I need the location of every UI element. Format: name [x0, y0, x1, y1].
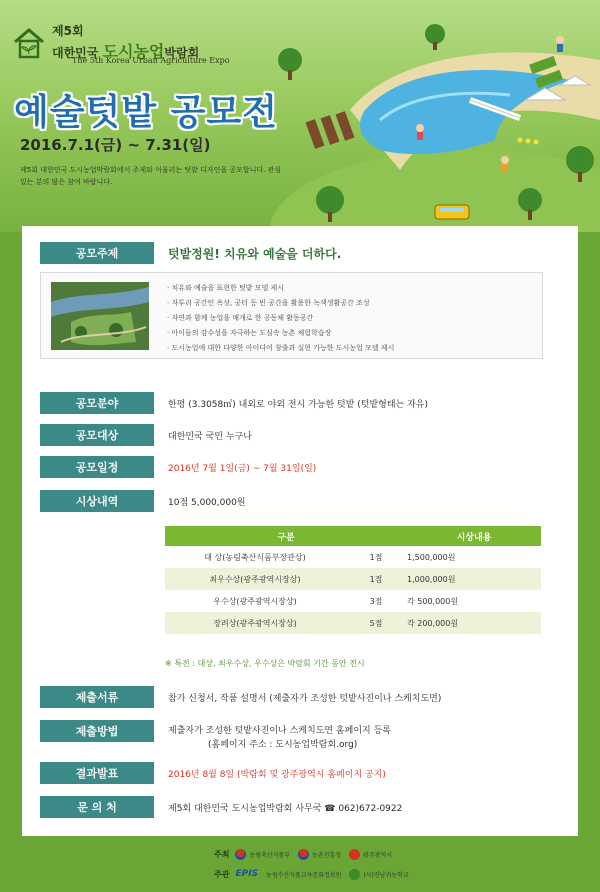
taegeuk-emblem-icon — [298, 849, 309, 860]
footer-sponsors — [0, 840, 600, 892]
awards-row — [40, 490, 246, 512]
host-org-ministry[interactable]: 농림축산식품부 — [235, 849, 290, 860]
target-value: 대한민국 국민 누구나 — [168, 431, 252, 442]
homepage-address[interactable]: (홈페이지 주소 : 도시농업박람회.org) — [208, 740, 358, 750]
expo-logo[interactable] — [12, 22, 232, 72]
page-title: 예술텃밭 공모전 — [14, 92, 278, 133]
submission-docs-row — [40, 686, 441, 708]
gwangju-logo-icon — [349, 849, 360, 860]
field-value: 한평 (3.3058㎡) 내외로 야외 전시 가능한 텃밭 (텃밭형태는 자유) — [168, 399, 428, 410]
organizer-label: 주관 — [214, 869, 230, 879]
theme-detail-list — [167, 281, 394, 356]
farm-school-logo-icon — [349, 869, 360, 880]
host-row — [214, 846, 400, 862]
award-note: ※ 특전 : 대상, 최우수상, 우수상은 박람회 기간 동안 전시 — [165, 659, 365, 668]
award-table — [165, 526, 541, 634]
award-amount: 1,500,000원 — [407, 552, 456, 562]
contact-label: 문 의 처 — [40, 796, 154, 818]
intro-text: 제5회 대한민국 도시농업박람회에서 주제와 어울리는 텃밭 디자인을 공모합니다. 관심 있는 분의 많은 참여 바랍니다. — [20, 166, 282, 186]
award-count: 5점 — [369, 618, 383, 628]
theme-row — [40, 242, 341, 264]
target-row — [40, 424, 252, 446]
award-header-name: 구분 — [277, 532, 295, 543]
theme-detail-box — [40, 272, 543, 359]
host-label: 주최 — [214, 849, 230, 859]
submission-docs-label: 제출서류 — [40, 686, 154, 708]
award-name: 우수상(광주광역시장상) — [213, 596, 297, 606]
logo-edition: 제5회 — [52, 24, 84, 38]
contact-value: 제5회 대한민국 도시농업박람회 사무국 ☎ 062)672-0922 — [168, 803, 403, 814]
theme-detail-item: · 아이들의 감수성을 자극하는 도심속 농촌 체험학습장 — [167, 329, 332, 337]
field-row — [40, 392, 428, 414]
header-banner — [0, 0, 600, 232]
award-count: 1점 — [369, 574, 383, 584]
field-label: 공모분야 — [40, 392, 154, 414]
award-count: 1점 — [369, 552, 383, 562]
award-header-prize: 시상내용 — [456, 532, 492, 543]
host-org-rda[interactable]: 농촌진흥청 — [298, 849, 341, 860]
theme-detail-item: · 치유와 예술을 표현한 텃밭 모델 제시 — [167, 284, 285, 292]
contest-info-card — [22, 226, 578, 836]
award-name: 대 상(농림축산식품부장관상) — [204, 552, 306, 562]
park-aerial-photo — [51, 282, 149, 350]
award-row — [165, 546, 541, 568]
submission-method-value — [168, 724, 391, 752]
schedule-row — [40, 456, 316, 478]
submission-method-text: 제출자가 조성한 텃밭사진이나 스케치도면 홈페이지 등록 — [168, 726, 391, 736]
award-table-header — [165, 526, 541, 546]
announcement-label: 결과발표 — [40, 762, 154, 784]
theme-value: 텃밭정원! 치유와 예술을 더하다. — [168, 246, 342, 261]
award-row — [165, 612, 541, 634]
award-amount: 각 200,000원 — [407, 618, 459, 628]
theme-detail-item: · 자투리 공간인 옥상, 공터 등 빈 공간을 활용한 녹색생활공간 조성 — [167, 299, 370, 307]
announcement-value: 2016년 8월 8일 (박람회 및 광주광역시 홈페이지 공지) — [168, 769, 386, 780]
theme-detail-item: · 도시농업에 대한 다양한 아이디어 창출과 실현 가능한 도시농업 모델 제시 — [167, 344, 395, 352]
submission-method-row — [40, 720, 391, 750]
house-sprout-icon — [12, 26, 46, 60]
submission-docs-value: 참가 신청서, 작품 설명서 (제출자가 조성한 텃밭사진이나 스케치도면) — [168, 693, 442, 704]
logo-suffix: 박람회 — [164, 46, 200, 60]
award-name: 최우수상(광주광역시장상) — [209, 574, 301, 584]
organizer-row — [214, 866, 417, 882]
taegeuk-emblem-icon — [235, 849, 246, 860]
announcement-row — [40, 762, 386, 784]
contact-row — [40, 796, 402, 818]
schedule-value: 2016년 7월 1일(금) ~ 7월 31일(일) — [168, 463, 317, 474]
award-amount: 각 500,000원 — [407, 596, 459, 606]
logo-expo-name: 도시농업 — [102, 42, 165, 61]
organizer-org-epis-full[interactable]: 농림수산식품교육문화정보원 — [266, 871, 342, 879]
schedule-label: 공모일정 — [40, 456, 154, 478]
award-amount: 1,000,000원 — [407, 574, 456, 584]
award-row — [165, 590, 541, 612]
award-name: 장려상(광주광역시장상) — [213, 618, 297, 628]
awards-value: 10점 5,000,000원 — [168, 497, 246, 508]
organizer-org-epis[interactable]: EPIS — [235, 869, 259, 879]
organizer-org-farm-school[interactable]: (사)전남귀농학교 — [349, 869, 408, 880]
award-row — [165, 568, 541, 590]
award-count: 3점 — [369, 596, 383, 606]
host-org-gwangju[interactable]: 광주광역시 — [349, 849, 392, 860]
contest-dates: 2016.7.1(금) ~ 7.31(일) — [20, 136, 211, 154]
theme-detail-item: · 자연과 함께 농업을 매개로 한 공동체 활동공간 — [167, 314, 314, 322]
awards-label: 시상내역 — [40, 490, 154, 512]
garden-park-illustration — [270, 0, 600, 232]
target-label: 공모대상 — [40, 424, 154, 446]
submission-method-label: 제출방법 — [40, 720, 154, 742]
theme-label: 공모주제 — [40, 242, 154, 264]
logo-country: 대한민국 — [52, 46, 99, 60]
logo-english: The 5th Korea Urban Agriculture Expo — [72, 56, 230, 65]
